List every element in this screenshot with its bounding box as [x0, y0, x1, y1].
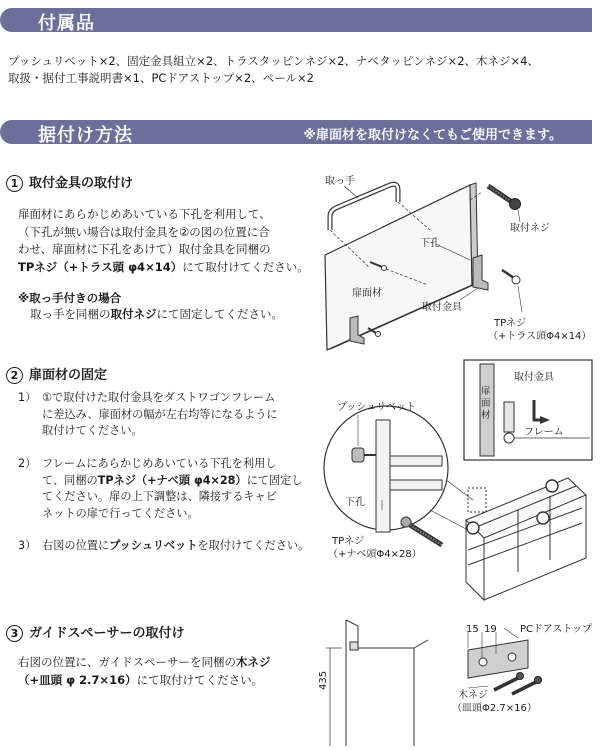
- step1-handle-note: ※取っ手付きの場合: [18, 291, 122, 305]
- step1-handle-text: [30, 306, 283, 324]
- step2-item-2-number: 2）: [18, 457, 37, 470]
- label-dim-15: 15: [466, 624, 479, 635]
- step3-text-line: [18, 654, 271, 672]
- label-panel: 扉面材: [352, 288, 382, 299]
- label-tp-screw: TPネジ: [494, 318, 527, 329]
- step1-figure: [310, 170, 595, 355]
- handle-screw-name: 取付ネジ: [110, 307, 157, 321]
- label-handle-screw: 取付ネジ: [510, 223, 550, 234]
- label-hole-2: 下孔: [345, 497, 365, 508]
- step2-item-3-number: 3）: [18, 539, 37, 552]
- install-title: 据付け方法: [38, 125, 133, 146]
- step2-item-1: [14, 390, 278, 440]
- dust-wagon-frame: [466, 478, 586, 600]
- accessories-title: 付属品: [38, 13, 95, 34]
- step3-text-a: 右図の位置に、ガイドスペーサーを同梱の: [18, 655, 237, 669]
- step1-text-rest: にて取付けてください。: [182, 259, 309, 274]
- wood-screw-icon: [494, 673, 542, 695]
- step2-item-3-text: 右図の位置に: [42, 539, 110, 552]
- step2-title-text: 扉面材の固定: [29, 368, 108, 383]
- label-inset-frame: フレーム: [524, 427, 564, 438]
- label-hole: 下孔: [420, 238, 440, 249]
- step1-text-line: 扉面材にあらかじめあいている下孔を利用して、: [18, 207, 271, 221]
- step2-item-2-line: てください。扉の上下調整は、隣接するキャビ: [42, 490, 277, 503]
- wood-screw-name: 木ネジ: [236, 655, 271, 669]
- bracket-shape: [473, 255, 488, 290]
- step2-item-2-line: フレームにあらかじめあいている下孔を利用し: [42, 457, 277, 470]
- step2-item-3-text: を取付けてください。: [197, 539, 310, 552]
- step1-title-text: 取付金具の取付け: [29, 176, 134, 191]
- step3-text: [18, 654, 271, 689]
- label-pc-door-stop: PCドアストップ: [520, 624, 593, 635]
- label-tp-screw-spec: （+トラス頭Φ4×14）: [488, 331, 592, 342]
- step1-text-line: （下孔が無い場合は取付金具を②の図の位置に合: [18, 224, 270, 239]
- step2-item-1-number: 1）: [18, 391, 37, 404]
- tp-screw-spec: TPネジ（+トラス頭 φ4×14）: [18, 259, 183, 274]
- step1-text-line: わせ、扉面材に下孔をあけて）取付金具を同梱の: [18, 242, 271, 256]
- step2-number: 2: [6, 367, 23, 384]
- step3-text-b: にて取付けてください。: [136, 672, 264, 687]
- tp-pan-screw-icon: [401, 517, 442, 545]
- label-wood-screw-spec: （皿頭Φ2.7×16）: [452, 703, 537, 714]
- step2-item-1-line: 取付けてください。: [42, 424, 143, 437]
- accessories-banner: [0, 8, 592, 32]
- label-inset-bracket: 取付金具: [514, 372, 554, 383]
- step1-number: 1: [6, 175, 23, 192]
- label-bracket: 取付金具: [422, 302, 462, 313]
- step2-figure: [318, 360, 598, 605]
- step3-text-line: [18, 672, 271, 690]
- step1-text-line: [18, 259, 309, 277]
- step2-item-2: [14, 456, 303, 522]
- install-note: ※扉面材を取付けなくてもご使用できます。: [303, 128, 562, 143]
- step2-item-3: [14, 538, 309, 555]
- push-rivet-name: プッシュリベット: [109, 539, 198, 552]
- handle-screw-icon: [488, 186, 521, 210]
- label-dim-19: 19: [484, 624, 497, 635]
- install-banner: [0, 120, 592, 144]
- handle-text-a: 取っ手を同梱の: [30, 307, 111, 321]
- step2-item-2-line: ネットの扉で行ってください。: [42, 506, 199, 520]
- step2-item-1-line: ①で取付けた取付金具をダストワゴンフレーム: [42, 391, 276, 404]
- tp-pan-screw-spec: TPネジ（+ナベ頭 φ4×28）: [97, 473, 247, 487]
- step2-item-2-line: [42, 473, 303, 490]
- accessories-line-2: 取扱・据付工事説明書×1、PCドアストップ×2、ペール×2: [8, 71, 314, 85]
- label-tp-pan-screw-spec: （+ナベ頭Φ4×28）: [328, 549, 422, 560]
- label-tp-pan-screw: TPネジ: [332, 536, 365, 547]
- wood-screw-spec: （+皿頭 φ 2.7×16）: [18, 672, 137, 687]
- step2-item-2-text: にて固定し: [246, 473, 303, 487]
- step2-item-3-line: [42, 538, 309, 555]
- step2-item-2-text: て、同梱の: [42, 473, 98, 487]
- step2-item-1-line: に差込み、扉面材の幅が左右均等になるように: [42, 407, 278, 421]
- step3-number: 3: [6, 625, 23, 642]
- step3-figure: [318, 618, 598, 748]
- label-inset-panel: 扉面材: [481, 386, 491, 421]
- label-wood-screw: 木ネジ: [458, 690, 488, 701]
- label-push-rivet: プッシュリベット: [337, 402, 416, 413]
- step3-title: [6, 622, 184, 642]
- label-dim-435: 435: [318, 670, 329, 690]
- step1-title: [6, 172, 133, 192]
- step1-text: [18, 206, 309, 276]
- step2-title: [6, 364, 107, 384]
- accessories-line-1: プッシュリベット×2、固定金具組立×2、トラスタッピンネジ×2、ナベタッピンネジ×2、木ネジ×4、: [8, 54, 539, 68]
- label-handle: 取っ手: [325, 176, 355, 187]
- handle-text-b: にて固定してください。: [156, 307, 283, 321]
- tp-screw-right-icon: [502, 270, 520, 284]
- door-panel-shape: [325, 185, 472, 350]
- step3-title-text: ガイドスペーサーの取付け: [29, 626, 185, 641]
